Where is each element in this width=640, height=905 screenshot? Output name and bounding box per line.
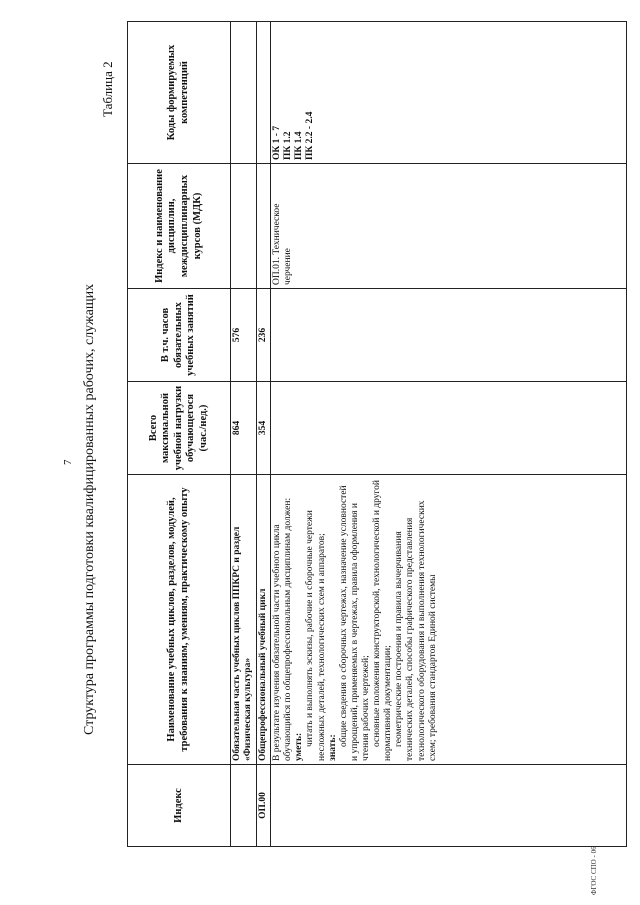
cell-op-cycle-hours: 236 bbox=[257, 289, 271, 382]
cell-empty bbox=[271, 382, 627, 475]
table-row-op01 bbox=[271, 22, 627, 847]
cell-empty bbox=[257, 22, 271, 164]
op01-umet-label: уметь: bbox=[294, 732, 305, 761]
cell-empty bbox=[231, 22, 257, 164]
competence-code: ПК 1.4 bbox=[294, 131, 305, 160]
page-title: Структура программы подготовки квалифицированных рабочих, служащих bbox=[82, 283, 97, 735]
cell-empty bbox=[257, 164, 271, 289]
cell-empty bbox=[231, 164, 257, 289]
op01-znat-3: геометрические построения и правила вычерчивания технических деталей, способы графического представления технологического оборудования и выполнения технологических схем; требования стандартов Единой системы bbox=[394, 500, 438, 761]
cell-op-cycle-total: 354 bbox=[257, 382, 271, 475]
cell-mandatory-part-total: 864 bbox=[231, 382, 257, 475]
structure-table bbox=[127, 21, 627, 847]
cell-mandatory-part-name: Обязательная часть учебных циклов ППКРС и раздел «Физическая культура» bbox=[231, 475, 257, 765]
cell-index-empty bbox=[231, 765, 257, 847]
competence-code: ПК 2.2 - 2.4 bbox=[305, 111, 316, 160]
op01-znat-label: знать: bbox=[327, 734, 338, 761]
op01-intro: В результате изучения обязательной части учебного цикла обучающийся по общепрофессиональным дисциплинам должен: bbox=[272, 497, 294, 761]
table-row-mandatory-part bbox=[231, 22, 257, 847]
header-name: Наименование учебных циклов, разделов, модулей, требования к знаниям, умениям, практическому опыту bbox=[128, 475, 231, 765]
competence-code: ПК 1.2 bbox=[283, 131, 294, 160]
cell-empty bbox=[271, 289, 627, 382]
header-discipline: Индекс и наименование дисциплин, междисциплинарных курсов (МДК) bbox=[128, 164, 231, 289]
cell-op01-requirements bbox=[271, 475, 627, 765]
cell-op-cycle-index: ОП.00 bbox=[257, 765, 271, 847]
page-number: 7 bbox=[62, 459, 74, 465]
cell-op01-codes bbox=[271, 22, 627, 164]
competence-code: ОК 1 - 7 bbox=[272, 125, 283, 160]
op01-umet-text: читать и выполнять эскизы, рабочие и сборочные чертежи несложных деталей, технологических схем и аппаратов; bbox=[305, 510, 327, 761]
header-mandatory: В т.ч. часов обязательных учебных занятий bbox=[128, 289, 231, 382]
header-codes: Коды формируемых компетенций bbox=[128, 22, 231, 164]
table-label: Таблица 2 bbox=[100, 61, 115, 117]
header-total: Всего максимальной учебной нагрузки обучающегося (час./нед.) bbox=[128, 382, 231, 475]
table-row-op-cycle bbox=[257, 22, 271, 847]
footer-code: ФГОС СПО - 06 bbox=[590, 846, 598, 895]
cell-mandatory-part-hours: 576 bbox=[231, 289, 257, 382]
cell-op01-discipline: ОП.01. Техническое черчение bbox=[271, 164, 627, 289]
cell-index-empty bbox=[271, 765, 627, 847]
table-header-row bbox=[128, 22, 231, 847]
header-index: Индекс bbox=[128, 765, 231, 847]
op01-znat-1: общие сведения о сборочных чертежах, назначение условностей и упрощений, применяемых в чертежах, правила оформления и чтения рабочих чертежей; bbox=[338, 485, 371, 761]
op01-znat-2: основные положения конструкторской, технологической и другой нормативной документации; bbox=[372, 479, 394, 761]
cell-op-cycle-name: Общепрофессиональный учебный цикл bbox=[257, 475, 271, 765]
